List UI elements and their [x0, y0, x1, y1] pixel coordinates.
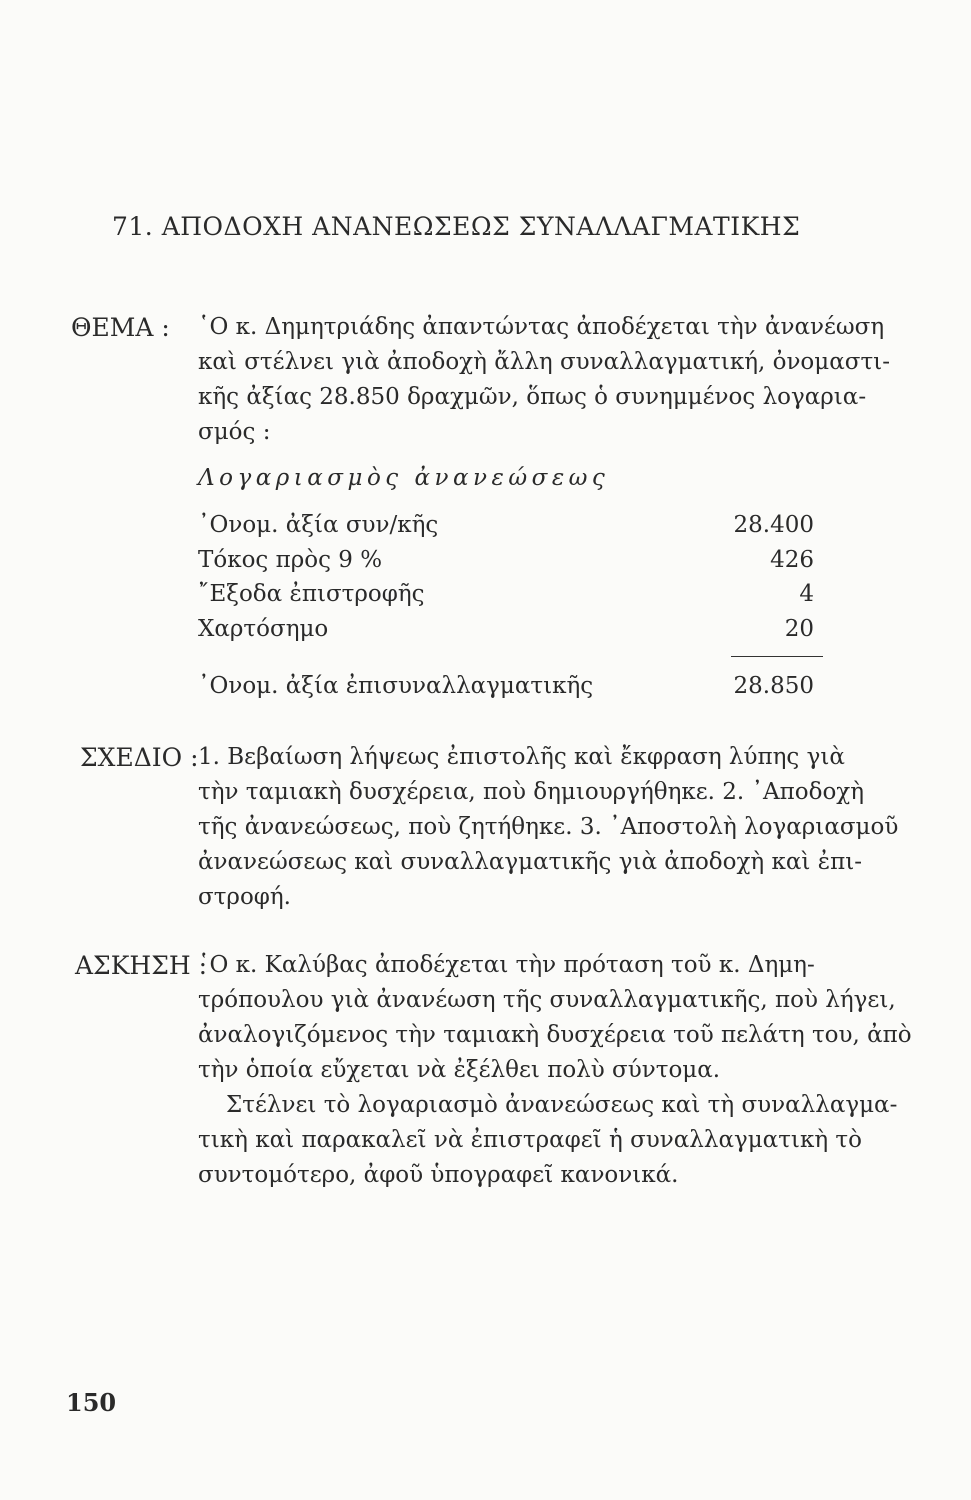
- thema-line: σμός :: [198, 419, 271, 445]
- schedio-label: ΣΧΕΔΙΟ :: [80, 743, 199, 772]
- account-row-label: Χαρτόσημο: [198, 616, 329, 642]
- askisi-line: ἀναλογιζόμενος τὴν ταμιακὴ δυσχέρεια τοῦ πελάτη του, ἀπὸ: [198, 1022, 912, 1048]
- page-number: 150: [66, 1388, 117, 1417]
- account-total-label: ᾿Ονομ. ἀξία ἐπισυναλλαγματικῆς: [198, 673, 594, 699]
- askisi-text: [198, 948, 912, 1193]
- account-total-row: [198, 673, 814, 705]
- account-heading: Λογαριασμὸς ἀνανεώσεως: [198, 465, 610, 491]
- account-row-label: ᾿Ονομ. ἀξία συν/κῆς: [198, 512, 439, 538]
- account-row: [198, 547, 814, 579]
- account-total-value: 28.850: [733, 673, 814, 699]
- account-row-value: 4: [799, 581, 814, 607]
- thema-line: κῆς ἀξίας 28.850 δραχμῶν, ὅπως ὁ συνημμένος λογαρια-: [198, 384, 867, 410]
- schedio-line: 1. Βεβαίωση λήψεως ἐπιστολῆς καὶ ἔκφραση λύπης γιὰ: [198, 744, 845, 770]
- account-row-value: 20: [784, 616, 814, 642]
- thema-line: καὶ στέλνει γιὰ ἀποδοχὴ ἄλλη συναλλαγματική, ὀνομαστι-: [198, 349, 890, 375]
- thema-label: ΘΕΜΑ :: [71, 313, 170, 342]
- askisi-line: τρόπουλου γιὰ ἀνανέωση τῆς συναλλαγματικῆς, ποὺ λήγει,: [198, 987, 896, 1013]
- account-row-value: 426: [770, 547, 814, 573]
- section-title: 71. ΑΠΟΔΟΧΗ ΑΝΑΝΕΩΣΕΩΣ ΣΥΝΑΛΛΑΓΜΑΤΙΚΗΣ: [112, 212, 801, 241]
- schedio-line: τὴν ταμιακὴ δυσχέρεια, ποὺ δημιουργήθηκε. 2. ᾿Αποδοχὴ: [198, 779, 865, 805]
- account-row-value: 28.400: [733, 512, 814, 538]
- askisi-line: συντομότερο, ἀφοῦ ὑπογραφεῖ κανονικά.: [198, 1162, 679, 1188]
- askisi-line: τικὴ καὶ παρακαλεῖ νὰ ἐπιστραφεῖ ἡ συναλλαγματικὴ τὸ: [198, 1127, 862, 1153]
- schedio-line: στροφή.: [198, 884, 291, 910]
- thema-text: [198, 310, 890, 450]
- sum-rule: [731, 656, 823, 657]
- askisi-line: τὴν ὁποία εὔχεται νὰ ἐξέλθει πολὺ σύντομα.: [198, 1057, 721, 1083]
- askisi-line: Στέλνει τὸ λογαριασμὸ ἀνανεώσεως καὶ τὴ συναλλαγμα-: [226, 1092, 898, 1118]
- askisi-label: ΑΣΚΗΣΗ :: [75, 951, 208, 980]
- schedio-text: [198, 740, 898, 915]
- thema-line: ῾Ο κ. Δημητριάδης ἀπαντώντας ἀποδέχεται τὴν ἀνανέωση: [198, 314, 885, 340]
- askisi-line: ῾Ο κ. Καλύβας ἀποδέχεται τὴν πρόταση τοῦ κ. Δημη-: [198, 952, 815, 978]
- schedio-line: τῆς ἀνανεώσεως, ποὺ ζητήθηκε. 3. ᾿Αποστολὴ λογαριασμοῦ: [198, 814, 899, 840]
- account-row-label: ῎Εξοδα ἐπιστροφῆς: [198, 581, 425, 607]
- account-row: [198, 616, 814, 648]
- schedio-line: ἀνανεώσεως καὶ συναλλαγματικῆς γιὰ ἀποδοχὴ καὶ ἐπι-: [198, 849, 863, 875]
- account-row: [198, 512, 814, 544]
- account-row: [198, 581, 814, 613]
- account-row-label: Τόκος πρὸς 9 %: [198, 547, 383, 573]
